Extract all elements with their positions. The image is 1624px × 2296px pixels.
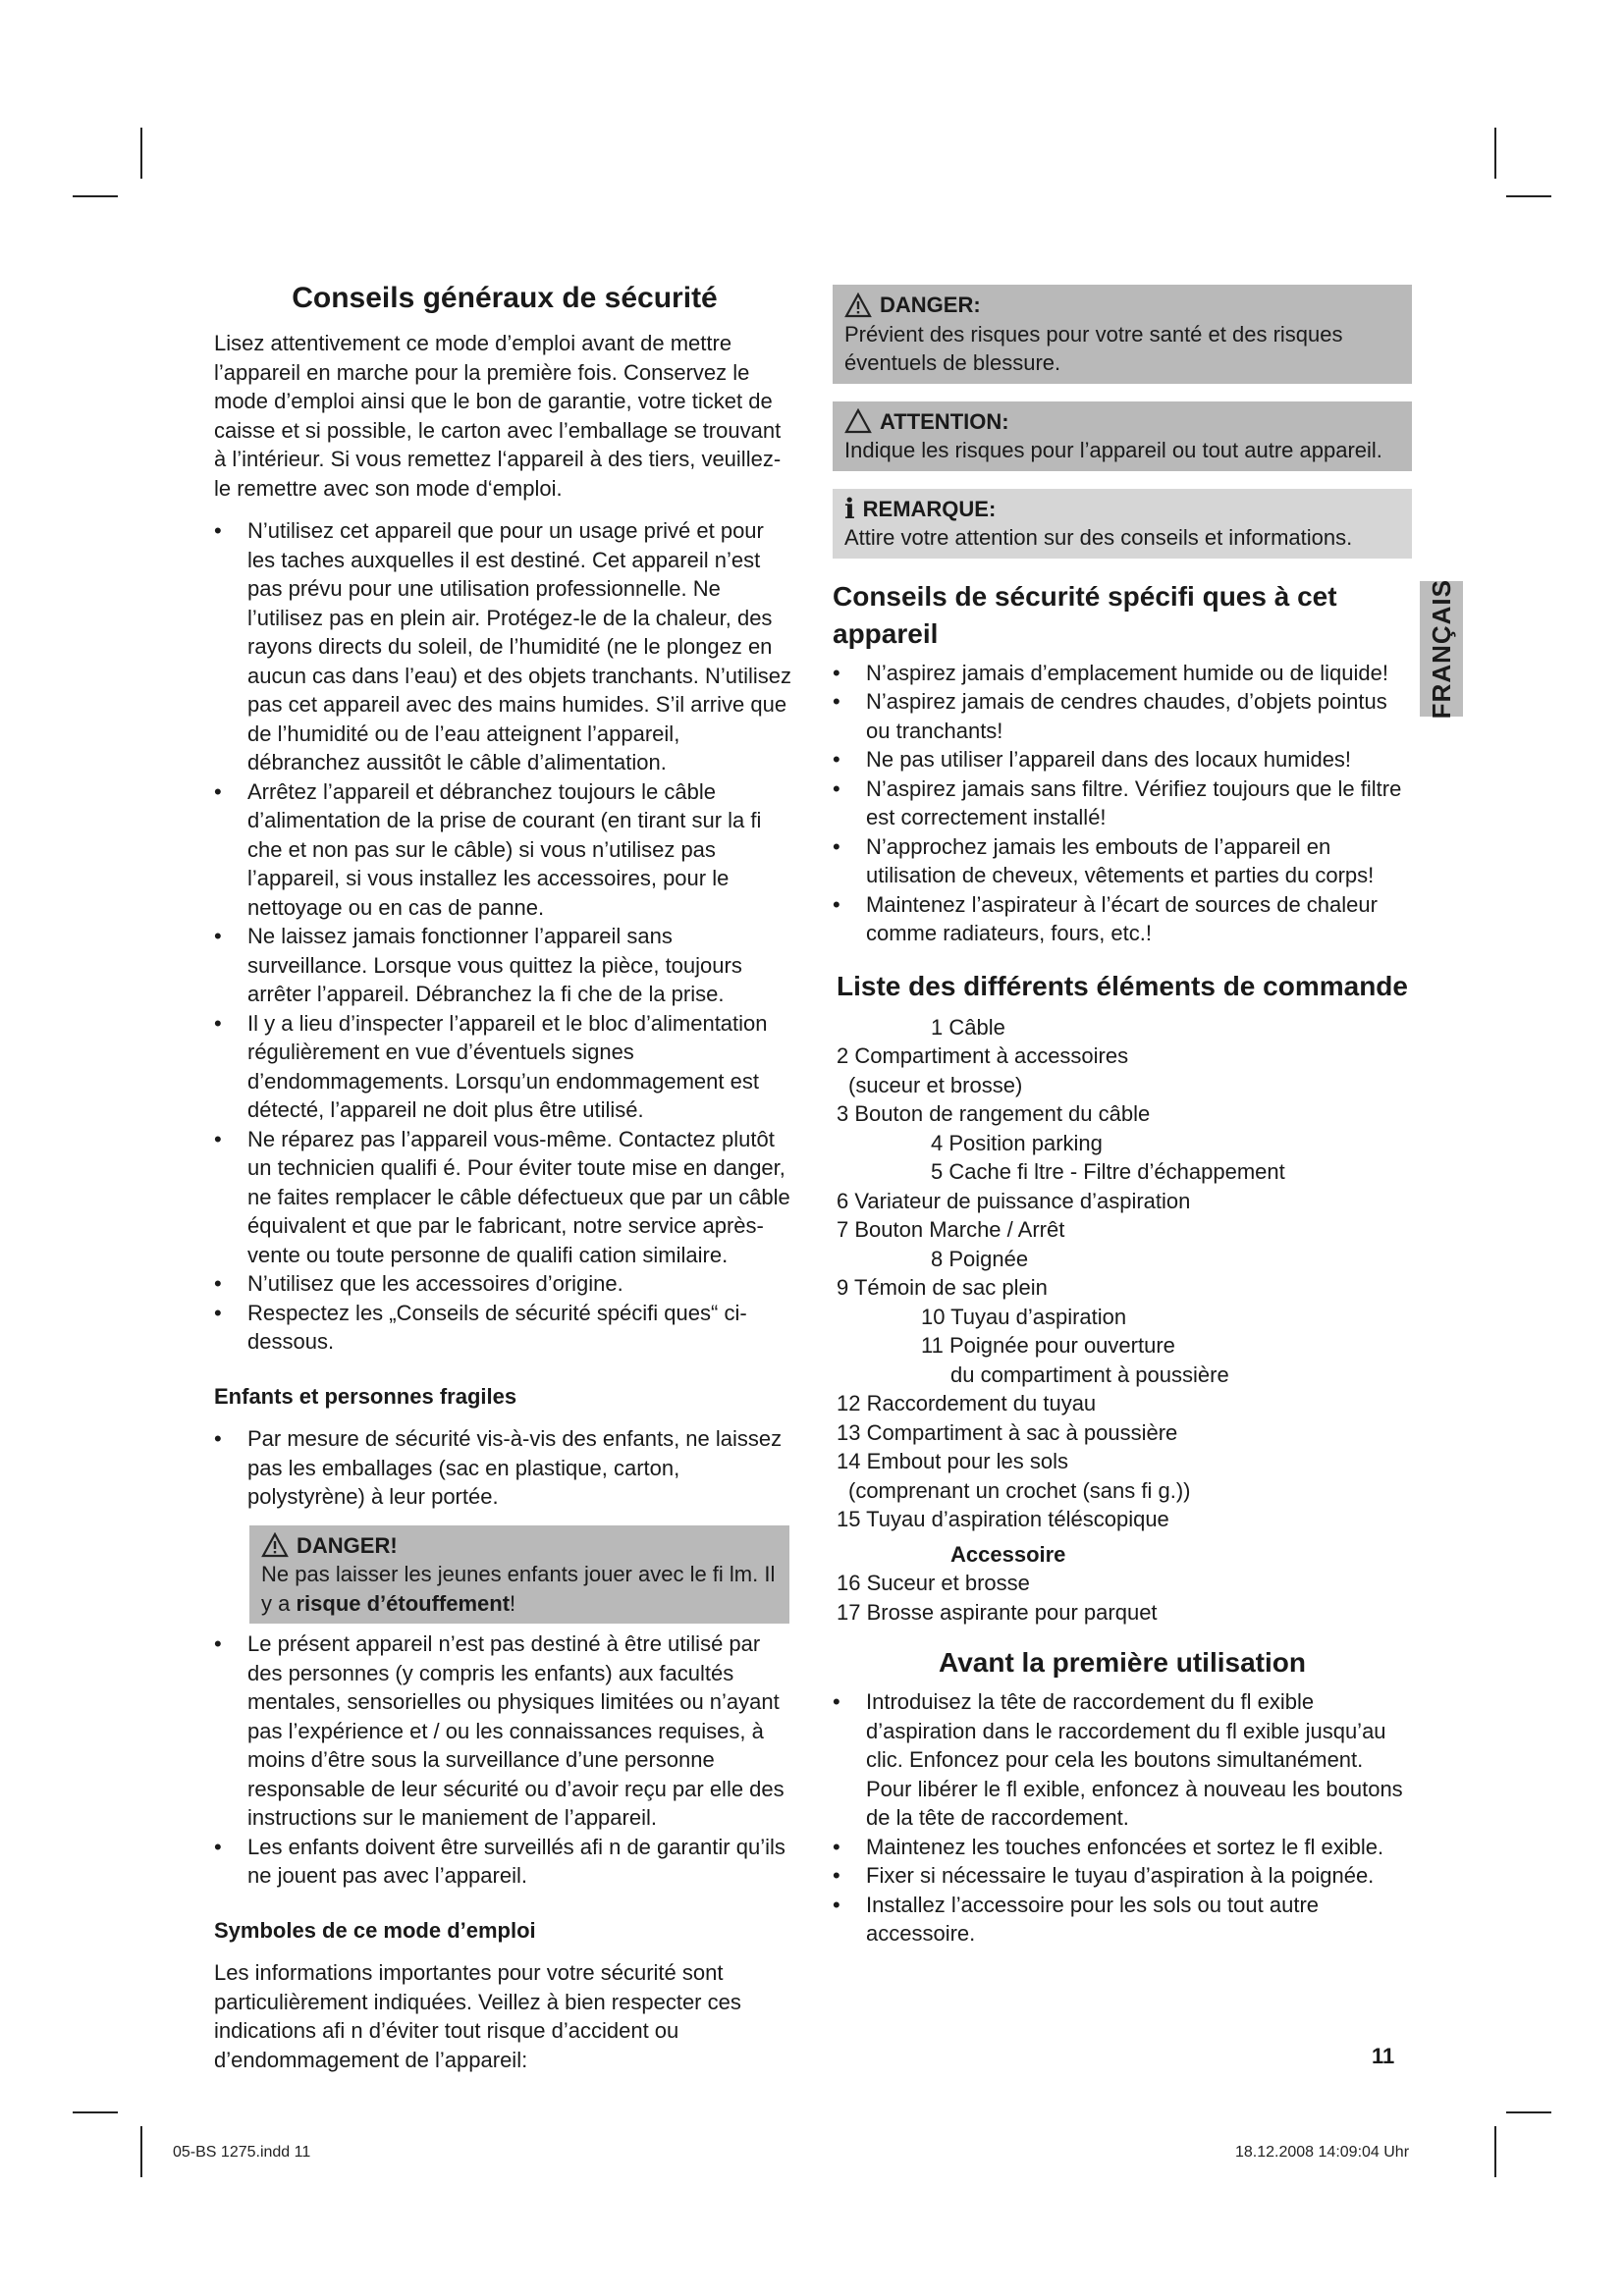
- children-section-title: Enfants et personnes fragiles: [214, 1383, 517, 1409]
- parts-list-title: Liste des différents éléments de commande: [837, 970, 1408, 1001]
- info-icon: i: [844, 492, 855, 525]
- language-tab: [1420, 578, 1463, 720]
- parts-item: 7 Bouton Marche / Arrêt: [837, 1217, 1065, 1242]
- symbols-section-title: Symboles de ce mode d’emploi: [214, 1917, 536, 1943]
- list-item: • Introduisez la tête de raccordement du fl exible d’aspiration dans le raccordement du fl exible jusqu’au clic. Enfoncez pour cela les boutons simultanément. Pour libérer le fl exible, enfoncez à nouveau les boutons de la tête de raccordement.: [833, 1687, 1412, 1833]
- remarque-legend-title-row: [844, 492, 1400, 525]
- list-item: • Ne laissez jamais fonctionner l’appareil sans surveillance. Lorsque vous quittez la pièce, toujours arrêter l’appareil. Débranchez la fi che de la prise.: [214, 922, 795, 1009]
- remarque-legend-box: [833, 489, 1412, 559]
- page-number: 11: [1372, 2044, 1395, 2068]
- list-item: • Il y a lieu d’inspecter l’appareil et le bloc d’alimentation régulièrement en vue d’éventuels signes d’endommagements. Lorsqu’un endommagement est détecté, l’appareil ne doit plus être utilisé.: [214, 1009, 795, 1125]
- danger-legend-box: [833, 285, 1412, 384]
- list-item: • Respectez les „Conseils de sécurité spécifi ques“ ci-dessous.: [214, 1299, 795, 1357]
- children-list-2: [214, 1629, 795, 1891]
- specific-safety-list: [833, 659, 1412, 948]
- parts-item: 14 Embout pour les sols: [837, 1449, 1069, 1473]
- danger-film-text: Ne pas laisser les jeunes enfants jouer avec le fi lm. Il y a risque d’étouffement!: [261, 1562, 776, 1616]
- parts-item: 17 Brosse aspirante pour parquet: [837, 1599, 1158, 1625]
- parts-item: 6 Variateur de puissance d’aspiration: [837, 1188, 1191, 1213]
- accessory-title: Accessoire: [950, 1541, 1066, 1567]
- footer-timestamp: 18.12.2008 14:09:04 Uhr: [1235, 2144, 1410, 2161]
- crop-mark: [73, 2111, 118, 2113]
- list-item: • Fixer si nécessaire le tuyau d’aspiration à la poignée.: [833, 1861, 1412, 1891]
- danger-film-box: [249, 1525, 789, 1625]
- parts-item: (comprenant un crochet (sans fi g.)): [848, 1477, 1191, 1503]
- list-item: • Maintenez les touches enfoncées et sortez le fl exible.: [833, 1833, 1412, 1862]
- parts-item: 16 Suceur et brosse: [837, 1571, 1030, 1595]
- general-safety-title: Conseils généraux de sécurité: [292, 282, 718, 314]
- warning-triangle-icon: [844, 293, 872, 318]
- parts-item: du compartiment à poussière: [950, 1362, 1229, 1387]
- parts-item: 1 Câble: [931, 1014, 1005, 1040]
- danger-film-title-row: [261, 1531, 778, 1561]
- parts-item: 5 Cache fi ltre - Filtre d’échappement: [931, 1159, 1285, 1184]
- parts-item: 10 Tuyau d’aspiration: [921, 1304, 1127, 1329]
- crop-mark: [1506, 2111, 1551, 2113]
- parts-item: 15 Tuyau d’aspiration téléscopique: [837, 1507, 1169, 1531]
- danger-legend-title: DANGER:: [880, 293, 981, 317]
- crop-mark: [1494, 128, 1496, 179]
- parts-item: 8 Poignée: [931, 1246, 1029, 1271]
- list-item: • N’aspirez jamais sans filtre. Vérifiez toujours que le filtre est correctement installé!: [833, 774, 1412, 832]
- crop-mark: [1506, 195, 1551, 197]
- parts-item: 13 Compartiment à sac à poussière: [837, 1419, 1178, 1445]
- crop-mark: [1494, 2126, 1496, 2177]
- remarque-legend-text: Attire votre attention sur des conseils et informations.: [844, 525, 1353, 550]
- parts-item: 3 Bouton de rangement du câble: [837, 1101, 1151, 1126]
- list-item: • N’approchez jamais les embouts de l’appareil en utilisation de cheveux, vêtements et parties du corps!: [833, 832, 1412, 890]
- list-item: • Ne réparez pas l’appareil vous-même. Contactez plutôt un technicien qualifi é. Pour éviter toute mise en danger, ne faites remplacer le câble défectueux que par un câble équivalent et que par le fabricant, notre service après-vente ou toute personne de qualifi cation similaire.: [214, 1125, 795, 1270]
- parts-item: 4 Position parking: [931, 1130, 1103, 1155]
- list-item: • N’utilisez que les accessoires d’origine.: [214, 1269, 795, 1299]
- left-column: [214, 280, 795, 2074]
- first-use-title: Avant la première utilisation: [939, 1647, 1306, 1678]
- danger-legend-text: Prévient des risques pour votre santé et des risques éventuels de blessure.: [844, 321, 1343, 375]
- attention-legend-text: Indique les risques pour l’appareil ou tout autre appareil.: [844, 438, 1382, 462]
- right-column: [833, 285, 1412, 1949]
- parts-item: 2 Compartiment à accessoires: [837, 1043, 1129, 1068]
- intro-paragraph: Lisez attentivement ce mode d’emploi avant de mettre l’appareil en marche pour la première fois. Conservez le mode d’emploi ainsi que le bon de garantie, votre ticket de caisse et si possible, le carton avec l’emballage se trouvant à l’intérieur. Si vous remettez l‘appareil à des tiers, veuillez-le remettre avec son mode d‘emploi.: [214, 331, 782, 501]
- list-item: • Maintenez l’aspirateur à l’écart de sources de chaleur comme radiateurs, fours, etc.!: [833, 890, 1412, 948]
- remarque-legend-title: REMARQUE:: [862, 496, 997, 521]
- list-item: • Installez l’accessoire pour les sols ou tout autre accessoire.: [833, 1891, 1412, 1949]
- language-tab-label: FRANÇAIS: [1426, 578, 1456, 720]
- list-item: • Les enfants doivent être surveillés afi n de garantir qu’ils ne jouent pas avec l’appareil.: [214, 1833, 795, 1891]
- crop-mark: [140, 2126, 142, 2177]
- parts-item: 9 Témoin de sac plein: [837, 1275, 1048, 1300]
- children-list: [214, 1424, 795, 1512]
- parts-list: [833, 1013, 1412, 1534]
- parts-item: 12 Raccordement du tuyau: [837, 1391, 1097, 1415]
- danger-legend-title-row: [844, 291, 1400, 320]
- caution-triangle-icon: [844, 408, 872, 434]
- footer-file-info: 05-BS 1275.indd 11: [173, 2144, 311, 2161]
- list-item: • Le présent appareil n’est pas destiné à être utilisé par des personnes (y compris les enfants) aux facultés mentales, sensorielles ou physiques limitées ou n’ayant pas l’expérience et / ou les connaissances requises, à moins d’être sous la surveillance d’une personne responsable de leur sécurité ou d’avoir reçu par elle des instructions sur le maniement de l’appareil.: [214, 1629, 795, 1833]
- warning-triangle-icon: [261, 1532, 289, 1558]
- list-item: • Par mesure de sécurité vis-à-vis des enfants, ne laissez pas les emballages (sac en plastique, carton, polystyrène) à leur portée.: [214, 1424, 795, 1512]
- crop-mark: [140, 128, 142, 179]
- attention-legend-title-row: [844, 407, 1400, 437]
- list-item: • Ne pas utiliser l’appareil dans des locaux humides!: [833, 745, 1412, 774]
- attention-legend-box: [833, 401, 1412, 471]
- symbols-paragraph: Les informations importantes pour votre sécurité sont particulièrement indiquées. Veillez à bien respecter ces indications afi n d’éviter tout risque d’accident ou d’endommagement de l’appareil:: [214, 1960, 741, 2072]
- parts-item: (suceur et brosse): [848, 1072, 1023, 1097]
- general-safety-list: [214, 516, 795, 1357]
- list-item: • N’utilisez cet appareil que pour un usage privé et pour les taches auxquelles il est destiné. Cet appareil n’est pas prévu pour une utilisation professionnelle. Ne l’utilisez pas en plein air. Protégez-le de la chaleur, des rayons directs du soleil, de l’humidité (ne le plongez en aucun cas dans l’eau) et des objets tranchants. N’utilisez pas cet appareil avec des mains humides. S’il arrive que de l’humidité ou de l’eau atteignent l’appareil, débranchez aussitôt le câble d’alimentation.: [214, 516, 795, 777]
- parts-item: 11 Poignée pour ouverture: [921, 1333, 1175, 1358]
- crop-mark: [73, 195, 118, 197]
- danger-film-title: DANGER!: [297, 1532, 398, 1558]
- list-item: • N’aspirez jamais de cendres chaudes, d’objets pointus ou tranchants!: [833, 687, 1412, 745]
- accessory-list: [833, 1569, 1412, 1627]
- list-item: • Arrêtez l’appareil et débranchez toujours le câble d’alimentation de la prise de courant (en tirant sur la fi che et non pas sur le câble) si vous n’utilisez pas l’appareil, si vous installez les accessoires, pour le nettoyage ou en cas de panne.: [214, 777, 795, 923]
- first-use-list: [833, 1687, 1412, 1949]
- list-item: • N’aspirez jamais d’emplacement humide ou de liquide!: [833, 659, 1412, 688]
- attention-legend-title: ATTENTION:: [880, 408, 1009, 434]
- specific-safety-title: Conseils de sécurité spécifi ques à cet appareil: [833, 580, 1337, 649]
